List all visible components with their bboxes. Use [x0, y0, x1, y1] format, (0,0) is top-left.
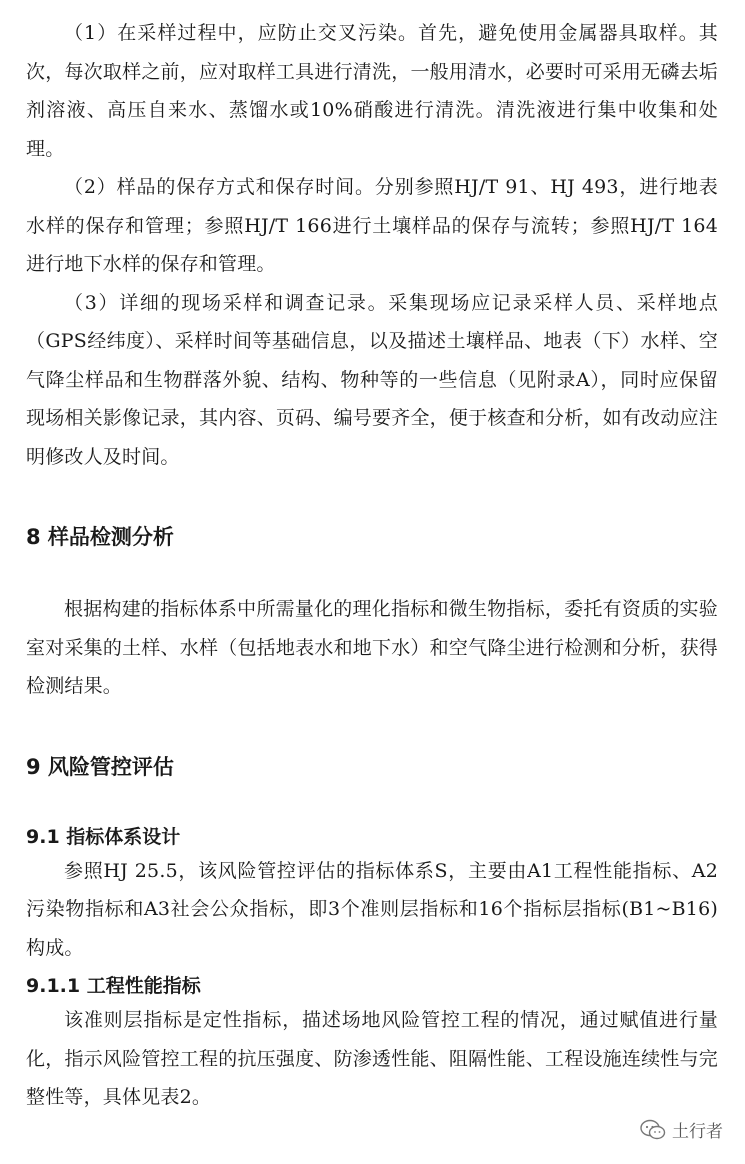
section-9-heading: 9 风险管控评估 [26, 754, 174, 779]
watermark [640, 1117, 723, 1142]
document-page [26, 14, 718, 1117]
wechat-icon [640, 1119, 666, 1141]
paragraph-sampling-contamination: （1）在采样过程中，应防止交叉污染。首先，避免使用金属器具取样。其次，每次取样之前，应对取样工具进行清洗，一般用清水，必要时可采用无磷去垢剂溶液、高压自来水、蒸馏水或10%硝酸进行清洗。清洗液进行集中收集和处理。 [26, 22, 718, 160]
watermark-text: 土行者 [672, 1122, 723, 1142]
section-9-1-heading: 9.1 指标体系设计 [26, 825, 181, 848]
section-8-body: 根据构建的指标体系中所需量化的理化指标和微生物指标，委托有资质的实验室对采集的土样、水样（包括地表水和地下水）和空气降尘进行检测和分析，获得检测结果。 [26, 598, 718, 697]
section-9-1-1-heading: 9.1.1 工程性能指标 [26, 975, 201, 997]
section-9-1-1-body: 该准则层指标是定性指标，描述场地风险管控工程的情况，通过赋值进行量化，指示风险管控工程的抗压强度、防渗透性能、阻隔性能、工程设施连续性与完整性等，具体见表2。 [26, 1009, 718, 1108]
paragraph-field-records: （3）详细的现场采样和调查记录。采集现场应记录采样人员、采样地点（GPS经纬度）、采样时间等基础信息，以及描述土壤样品、地表（下）水样、空气降尘样品和生物群落外貌、结构、物种等的一些信息（见附录A），同时应保留现场相关影像记录，其内容、页码、编号要齐全，便于核查和分析，如有改动应注明修改人及时间。 [26, 291, 718, 468]
paragraph-sample-storage: （2）样品的保存方式和保存时间。分别参照HJ/T 91、HJ 493，进行地表水样的保存和管理；参照HJ/T 166进行土壤样品的保存与流转；参照HJ/T 164进行地下水样的保存和管理。 [26, 176, 718, 275]
section-8-heading: 8 样品检测分析 [26, 525, 174, 549]
section-9-1-body: 参照HJ 25.5，该风险管控评估的指标体系S，主要由A1工程性能指标、A2污染物指标和A3社会公众指标，即3个准则层指标和16个指标层指标(B1~B16)构成。 [26, 859, 718, 959]
